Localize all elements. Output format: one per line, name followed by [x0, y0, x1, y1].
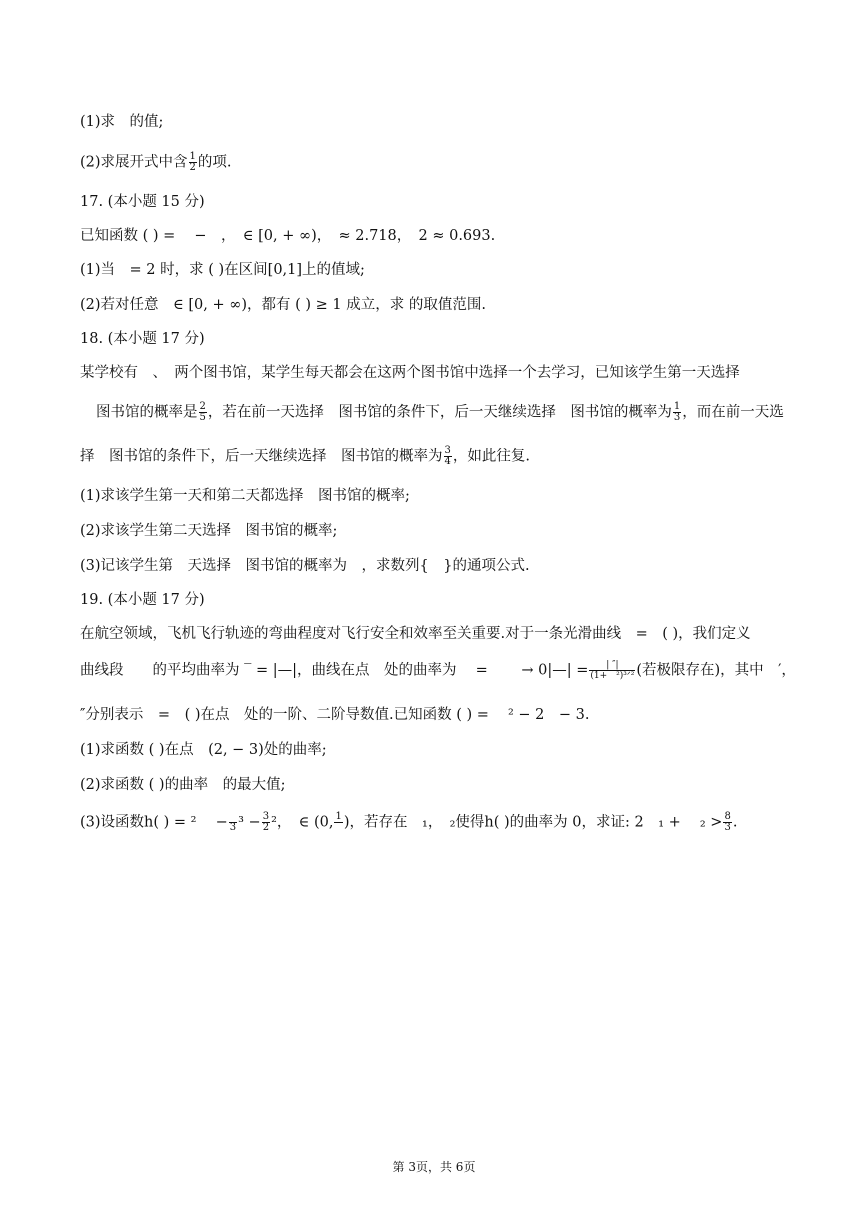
q19-part3: (3)设函数h( ) = ² − 3 ³ − $\frac{3}{2}$ ²， ∈ (0, 1 )，若存在 ₁， ₂使得h( )的曲率为 0，求证: 2 ₁ + ₂ > $\frac{8}{3}$ .	[80, 811, 738, 833]
fraction: $\frac{8}{3}$	[724, 811, 731, 833]
q17-stem: 已知函数 ( ) = − ， ∈ [0, + ∞)， ≈ 2.718， 2 ≈ 0.693.	[80, 228, 496, 244]
q19-title: 19. (本小题 17 分)	[80, 592, 205, 608]
q19-part2: (2)求函数 ( )的曲率 的最大值;	[80, 777, 286, 793]
q19-stem-line3: ″分别表示 = ( )在点 处的一阶、二阶导数值.已知函数 ( ) = ² − 2 − 3.	[80, 707, 590, 723]
fraction: $\frac{2}{5}$	[199, 401, 206, 423]
page-footer: 第 3页，共 6页	[392, 1160, 476, 1174]
curvature-fraction: $\frac{| ''|}{\text{(1+ ²)³ᐟ²}}$	[590, 660, 635, 681]
q18-title: 18. (本小题 17 分)	[80, 331, 205, 347]
q17-part1: (1)当 = 2 时，求 ( )在区间[0,1]上的值域;	[80, 262, 365, 278]
fraction: $\frac{1}{2}$	[189, 151, 196, 173]
fraction: 1	[335, 811, 342, 822]
fraction: $\frac{3}{2}$	[262, 811, 270, 833]
q18-stem-line2: 图书馆的概率是 $\frac{2}{5}$ ，若在前一天选择 图书馆的条件下，后一天继续选择 图书馆的概率为 $\frac{1}{3}$ ，而在前一天选	[96, 401, 784, 423]
q19-stem-line1: 在航空领域，飞机飞行轨迹的弯曲程度对飞行安全和效率至关重要.对于一条光滑曲线 = ( )，我们定义	[80, 626, 751, 642]
q18-part1: (1)求该学生第一天和第二天都选择 图书馆的概率;	[80, 488, 410, 504]
q16-part2: (2)求展开式中含 $\frac{1}{2}$ 的项.	[80, 151, 232, 173]
q17-title: 17. (本小题 15 分)	[80, 194, 205, 210]
q18-stem-line1: 某学校有 、 两个图书馆，某学生每天都会在这两个图书馆中选择一个去学习，已知该学生第一天选择	[80, 365, 740, 381]
q18-stem-line3: 择 图书馆的条件下，后一天继续选择 图书馆的概率为 $\frac{3}{4}$ ，如此往复.	[80, 445, 530, 467]
q18-part2: (2)求该学生第二天选择 图书馆的概率;	[80, 523, 338, 539]
fraction: $\frac{3}{4}$	[444, 445, 451, 467]
fraction: $\frac{1}{3}$	[673, 401, 681, 423]
q18-part3: (3)记该学生第 天选择 图书馆的概率为 ，求数列{ }的通项公式.	[80, 558, 530, 574]
q16-part1: (1)求 的值;	[80, 114, 164, 130]
q19-stem-line2: 曲线段 的平均曲率为 ‾ = |—|，曲线在点 处的曲率为 = → 0|—| = $\frac{| ''|}{\text{(1+ ²)³ᐟ²}}$ (若极限存在)，其中 ′，	[80, 660, 796, 681]
q19-part1: (1)求函数 ( )在点 (2, − 3)处的曲率;	[80, 742, 327, 758]
fraction: 3	[229, 812, 237, 833]
q17-part2: (2)若对任意 ∈ [0, + ∞)，都有 ( ) ≥ 1 成立，求 的取值范围.	[80, 297, 486, 313]
